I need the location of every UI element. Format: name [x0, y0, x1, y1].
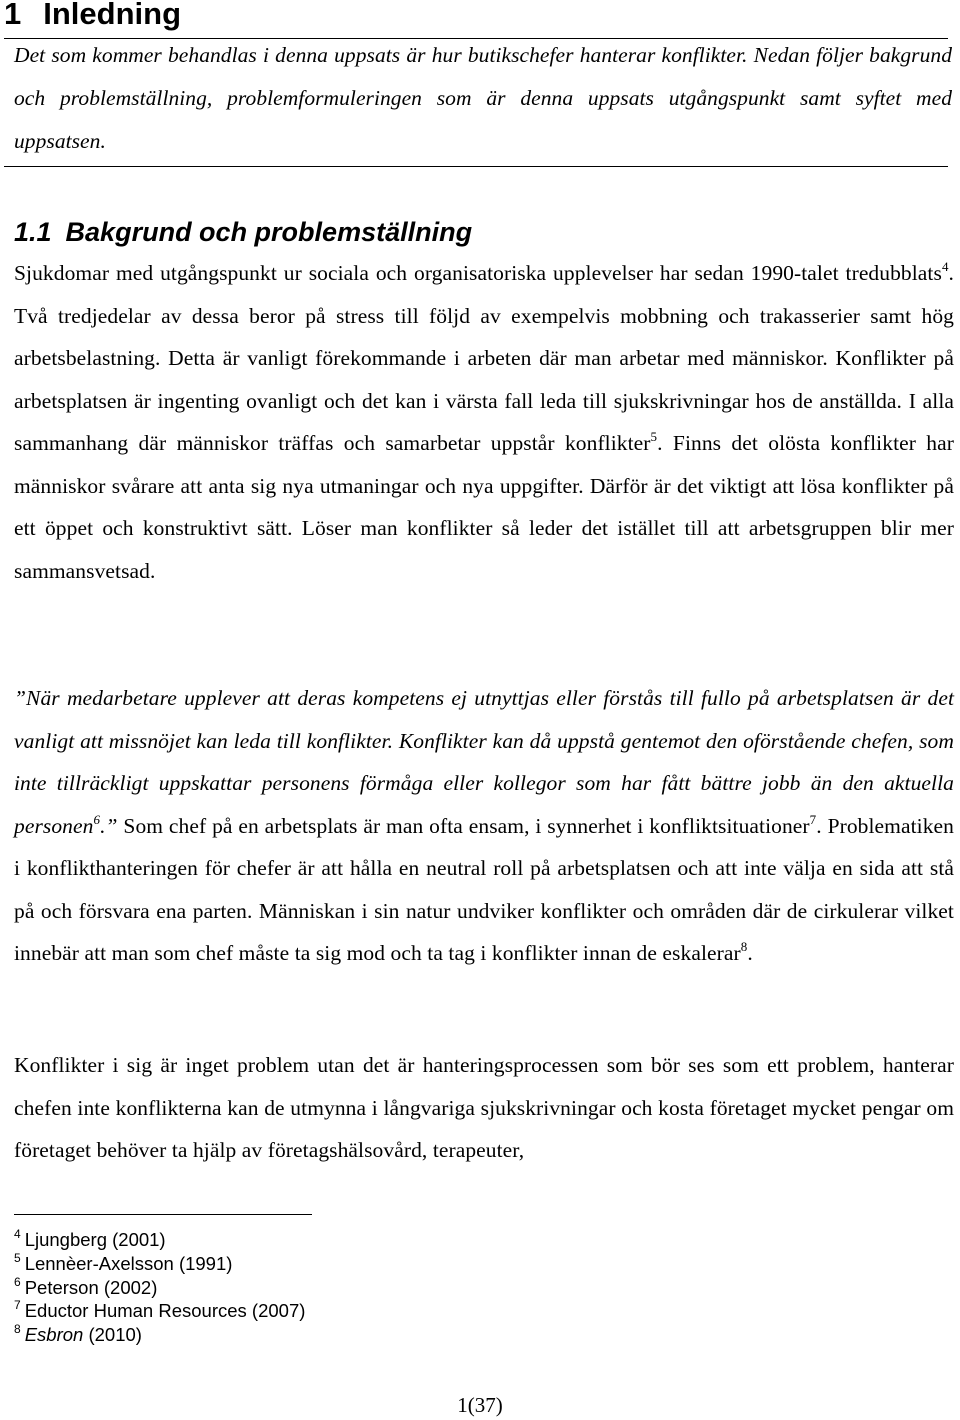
p2-text-1: Som chef på en arbetsplats är man ofta ensam, i synnerhet i konfliktsituationer	[117, 813, 810, 838]
chapter-heading	[4, 0, 181, 32]
footnote-author: Esbron	[24, 1324, 84, 1346]
footnote-ref-7[interactable]: 7	[809, 811, 817, 827]
footnote-separator	[14, 1214, 312, 1215]
chapter-title: Inledning	[43, 0, 182, 31]
footnote-text: (2010)	[83, 1324, 142, 1346]
footnote-number: 5	[14, 1250, 21, 1265]
p1-text-3: . Finns det olösta konflikter har människor svårare att anta sig nya utmaningar och nya uppgifter. Därför är det viktigt att lösa konflikter på ett öppet och konstruktivt sätt. Löser man konflikter så leder det istället till att arbetsgruppen blir mer sammansvetsad.	[14, 431, 954, 583]
p2-text-2: . Problematiken i konflikthanteringen för chefer är att hålla en neutral roll på arbetsplatsen och att inte välja en sida att stå på och försvara ena parten. Människan i sin natur undviker konflikter och områden där de cirkulerar vilket innebär att man som chef måste ta sig mod och ta tag i konflikter innan de eskalerar	[14, 813, 954, 965]
paragraph-1	[14, 252, 954, 592]
section-title: Bakgrund och problemställning	[65, 217, 473, 247]
page-number: 1(37)	[457, 1393, 503, 1417]
section-heading	[14, 217, 472, 248]
footnote-7	[14, 1299, 305, 1323]
footnote-ref-5[interactable]: 5	[650, 429, 658, 444]
quote-end: .”	[100, 813, 118, 838]
footnote-8	[14, 1323, 305, 1347]
footnote-number: 4	[14, 1227, 21, 1241]
footnote-number: 7	[14, 1298, 21, 1313]
footnote-ref-6[interactable]: 6	[93, 811, 101, 827]
footnote-text: Peterson (2002)	[24, 1276, 158, 1298]
chapter-number: 1	[4, 0, 22, 31]
footnote-4	[14, 1228, 305, 1252]
footnote-text: Lennèer-Axelsson (1991)	[24, 1252, 233, 1274]
p1-text-1: Sjukdomar med utgångspunkt ur sociala och organisatoriska upplevelser har sedan 1990-talet tredubblats	[14, 261, 942, 285]
quote-text: ”När medarbetare upplever att deras kompetens ej utnyttjas eller förstås till fullo på arbetsplatsen är det vanligt att missnöjet kan leda till konflikter. Konflikter kan då uppstå gentemot den oförstående chefen, som inte tillräckligt uppskattar personens förmåga eller kollegor som har fått bättre jobb än den aktuella personen	[14, 686, 954, 838]
footnote-number: 8	[14, 1322, 21, 1337]
footnote-text: Ljungberg (2001)	[24, 1229, 166, 1250]
p1-text-2: . Två tredjedelar av dessa beror på stress till följd av exempelvis mobbning och trakasserier samt hög arbetsbelastning. Detta är vanligt förekommande i arbeten där man arbetar med människor. Konflikter på arbetsplatsen är ingenting ovanligt och det kan i värsta fall leda till sjukskrivningar hos de anställda. I alla sammanhang där människor träffas och samarbetar uppstår konflikter	[14, 261, 954, 455]
footnote-text: Eductor Human Resources (2007)	[24, 1300, 306, 1322]
footnote-number: 6	[14, 1274, 21, 1289]
footnote-ref-4[interactable]: 4	[941, 259, 949, 274]
footnotes	[14, 1228, 305, 1347]
footnote-ref-8[interactable]: 8	[740, 939, 748, 954]
p2-text-3: .	[747, 941, 753, 965]
paragraph-2	[14, 677, 954, 975]
section-number: 1.1	[14, 217, 52, 247]
footnote-5	[14, 1252, 305, 1276]
footnote-6	[14, 1276, 305, 1300]
intro-rule	[4, 166, 948, 167]
chapter-intro: Det som kommer behandlas i denna uppsats är hur butikschefer hanterar konflikter. Nedan följer bakgrund och problemställning, problemformuleringen som är denna uppsats utgångspunkt samt syftet med uppsatsen.	[14, 43, 952, 153]
paragraph-3: Konflikter i sig är inget problem utan det är hanteringsprocessen som bör ses som ett problem, hanterar chefen inte konflikterna kan de utmynna i långvariga sjukskrivningar och kosta företaget mycket pengar om företaget behöver ta hjälp av företagshälsovård, terapeuter,	[14, 1053, 954, 1162]
